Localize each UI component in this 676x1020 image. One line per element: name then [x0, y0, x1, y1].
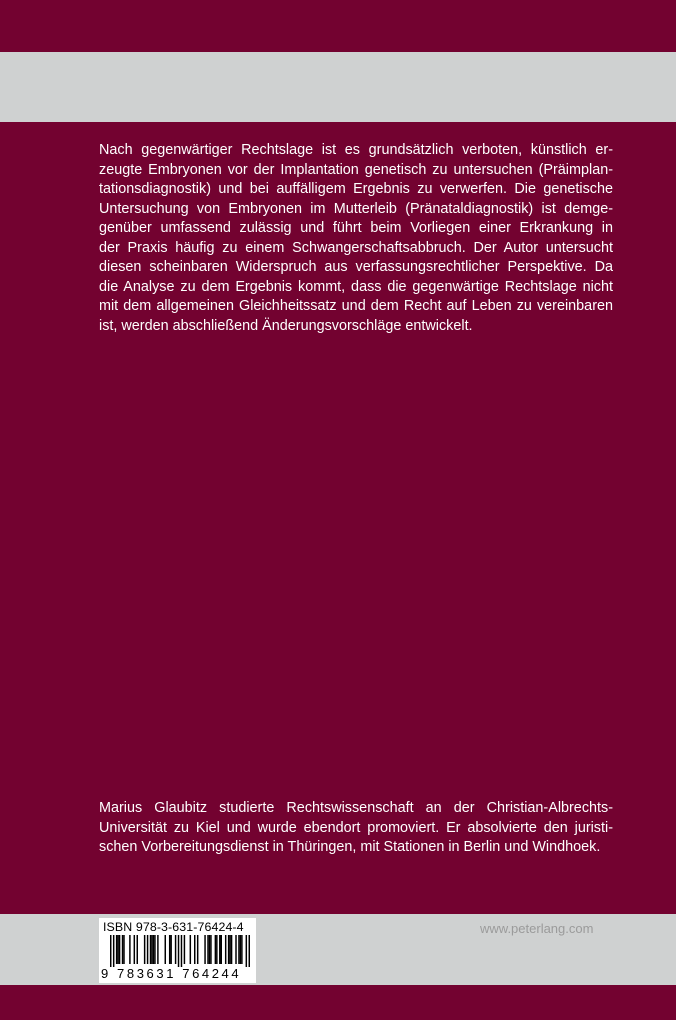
barcode-bar — [154, 935, 155, 964]
barcode-bar — [229, 935, 230, 964]
barcode-bar — [169, 935, 170, 964]
top-gray-band — [0, 52, 676, 122]
barcode-bar — [207, 935, 208, 964]
barcode-bar — [209, 935, 210, 964]
barcode-bar — [197, 935, 198, 964]
barcode-bar — [240, 935, 241, 964]
barcode-bar — [157, 935, 158, 964]
barcode-bar — [151, 935, 152, 964]
barcode-bar — [221, 935, 222, 964]
barcode-bar — [178, 935, 179, 967]
barcode-bar — [210, 935, 211, 964]
barcode-bar — [181, 935, 182, 967]
blurb-line: mit dem allgemeinen Gleichheitssatz und dem Recht auf Leben zu vereinbaren — [99, 298, 613, 314]
blurb-line: genüber umfassend zulässig und führt beim Vorliegen einer Erkrankung in — [99, 220, 613, 236]
barcode-bar — [175, 935, 176, 964]
barcode-bar — [113, 935, 114, 967]
blurb-line: zeugte Embryonen vor der Implantation genetisch zu untersuchen (Präimplan- — [99, 161, 613, 178]
barcode-bar — [137, 935, 138, 964]
barcode-bar — [190, 935, 191, 964]
barcode-bar — [144, 935, 145, 964]
author-bio-line: Marius Glaubitz studierte Rechtswissenschaft an der Christian-Albrechts- — [99, 800, 613, 816]
barcode-bar — [147, 935, 148, 964]
barcode-bar — [165, 935, 166, 964]
barcode-bar — [215, 935, 216, 964]
barcode-bar — [249, 935, 250, 967]
blurb-text — [99, 141, 613, 336]
barcode-bar — [225, 935, 226, 964]
blurb-line: Nach gegenwärtiger Rechtslage ist es grundsätzlich verboten, künstlich er- — [99, 142, 613, 158]
blurb-line: tationsdiagnostik) und bei auffälligem Ergebnis zu verwerfen. Die genetische — [99, 181, 613, 197]
barcode-bar — [134, 935, 135, 964]
blurb-line: die Analyse zu dem Ergebnis kommt, dass die gegenwärtige Rechtslage nicht — [99, 278, 613, 295]
barcode-bar — [170, 935, 171, 964]
publisher-url: www.peterlang.com — [480, 921, 594, 936]
barcode-bar — [194, 935, 195, 964]
barcode-bar — [184, 935, 185, 964]
barcode-bar — [235, 935, 236, 964]
barcode-digits: 9 783631 764244 — [101, 966, 242, 981]
blurb-line: diesen scheinbaren Widerspruch aus verfassungsrechtlicher Perspektive. Da — [99, 259, 613, 275]
barcode-bar — [204, 935, 205, 964]
barcode-bar — [231, 935, 232, 964]
blurb-line: der Praxis häufig zu einem Schwangerschaftsabbruch. Der Autor untersucht — [99, 239, 613, 256]
blurb-line: Untersuchung von Embryonen im Mutterleib (Pränataldiagnostik) ist demge- — [99, 200, 613, 217]
barcode-bar — [117, 935, 118, 964]
blurb-line: ist, werden abschließend Änderungsvorschläge entwickelt. — [99, 317, 473, 334]
barcode-bar — [150, 935, 151, 964]
author-bio — [99, 799, 613, 858]
isbn-number: ISBN 978-3-631-76424-4 — [103, 920, 244, 934]
barcode-bar — [123, 935, 124, 964]
barcode-bar — [119, 935, 120, 964]
barcode-bar — [241, 935, 242, 964]
barcode-bar — [246, 935, 247, 967]
barcode-bar — [129, 935, 130, 964]
author-bio-line: Universität zu Kiel und wurde ebendort promoviert. Er absolvierte den juristi- — [99, 819, 613, 836]
barcode-bar — [219, 935, 220, 964]
barcode-bar — [153, 935, 154, 964]
author-bio-line: schen Vorbereitungsdienst in Thüringen, mit Stationen in Berlin und Windhoek. — [99, 839, 601, 855]
barcode-bar — [238, 935, 239, 964]
barcode-bar — [216, 935, 217, 964]
barcode-bar — [116, 935, 117, 964]
barcode-bar — [122, 935, 123, 964]
isbn-barcode-box — [99, 918, 256, 983]
barcode-bar — [228, 935, 229, 964]
barcode-bar — [110, 935, 111, 967]
barcode-image — [110, 935, 250, 967]
